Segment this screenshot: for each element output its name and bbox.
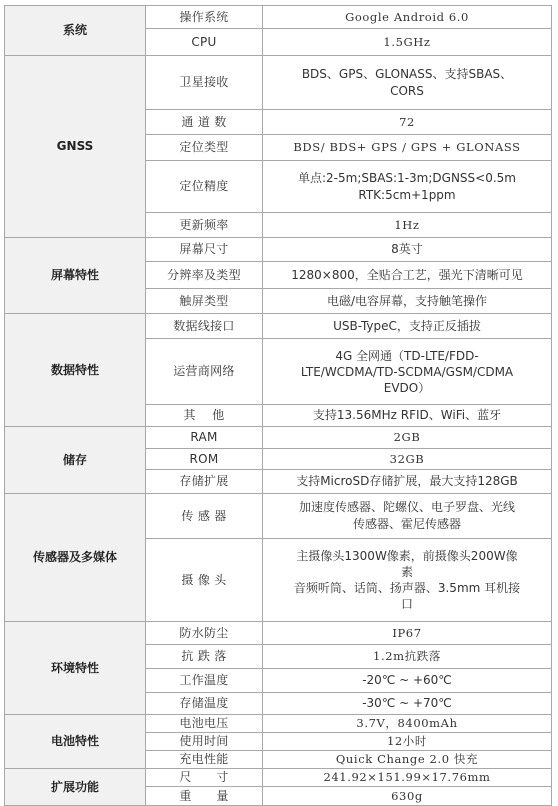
attribute-label: 尺 寸 bbox=[146, 769, 263, 787]
attribute-label: 工作温度 bbox=[146, 669, 263, 693]
attribute-label: 数据线接口 bbox=[146, 314, 263, 339]
attribute-label: 定位类型 bbox=[146, 135, 263, 161]
attribute-label: 卫星接收 bbox=[146, 56, 263, 110]
category-cell: 环境特性 bbox=[5, 622, 146, 715]
spec-table bbox=[4, 5, 552, 806]
value-line: RTK:5cm+1ppm bbox=[358, 187, 456, 202]
attribute-label: 抗 跌 落 bbox=[146, 645, 263, 669]
attribute-value bbox=[263, 494, 552, 539]
attribute-value bbox=[263, 213, 552, 238]
spec-row bbox=[5, 715, 552, 733]
value-line: 素 bbox=[400, 565, 413, 579]
value-line: IP67 bbox=[392, 625, 422, 640]
attribute-value bbox=[263, 161, 552, 213]
value-line: 1.2m抗跌落 bbox=[373, 649, 441, 663]
spec-row bbox=[5, 56, 552, 110]
value-line: -20℃ ~ +60℃ bbox=[362, 673, 452, 687]
attribute-label: 定位精度 bbox=[146, 161, 263, 213]
attribute-label: 重 量 bbox=[146, 787, 263, 806]
value-line: -30℃ ~ +70℃ bbox=[362, 696, 452, 710]
category-cell: 数据特性 bbox=[5, 314, 146, 427]
value-line: Quick Change 2.0 快充 bbox=[335, 752, 479, 766]
value-line: 支持MicroSD存储扩展，最大支持128GB bbox=[296, 474, 518, 488]
attribute-label: 防水防尘 bbox=[146, 622, 263, 645]
spec-row bbox=[5, 427, 552, 449]
attribute-label: 使用时间 bbox=[146, 733, 263, 751]
value-line: USB-TypeC，支持正反插拔 bbox=[333, 318, 481, 333]
attribute-value bbox=[263, 669, 552, 693]
attribute-value bbox=[263, 539, 552, 622]
value-line: BDS、GPS、GLONASS、支持SBAS、 bbox=[301, 66, 513, 81]
attribute-value bbox=[263, 56, 552, 110]
value-line: 主摄像头1300W像素，前摄像头200W像 bbox=[296, 549, 518, 563]
spec-row bbox=[5, 314, 552, 339]
spec-row bbox=[5, 769, 552, 787]
value-line: 口 bbox=[400, 597, 413, 611]
category-cell: 屏幕特性 bbox=[5, 238, 146, 314]
value-line: 电磁/电容屏幕，支持触笔操作 bbox=[326, 293, 488, 308]
category-cell: 储存 bbox=[5, 427, 146, 494]
value-line: 1280×800，全贴合工艺，强光下清晰可见 bbox=[291, 267, 523, 282]
attribute-label: 摄 像 头 bbox=[146, 539, 263, 622]
attribute-value bbox=[263, 314, 552, 339]
attribute-value bbox=[263, 289, 552, 314]
spec-table-body bbox=[5, 6, 552, 806]
value-line: 音频听筒、话筒、扬声器、3.5mm 耳机接 bbox=[293, 581, 521, 595]
value-line: LTE/WCDMA/TD-SCDMA/GSM/CDMA bbox=[300, 364, 514, 379]
attribute-label: 运营商网络 bbox=[146, 339, 263, 405]
category-cell: 系统 bbox=[5, 6, 146, 56]
value-line: 630g bbox=[391, 788, 423, 803]
category-cell: GNSS bbox=[5, 56, 146, 238]
attribute-value bbox=[263, 6, 552, 29]
value-line: 3.7V，8400mAh bbox=[356, 716, 458, 730]
value-line: CORS bbox=[390, 83, 424, 98]
attribute-value bbox=[263, 645, 552, 669]
attribute-value bbox=[263, 733, 552, 751]
value-line: 8英寸 bbox=[391, 242, 423, 256]
value-line: 传感器、霍尼传感器 bbox=[352, 517, 461, 531]
value-line: 单点:2-5m;SBAS:1-3m;DGNSS<0.5m bbox=[297, 170, 516, 185]
value-line: Google Android 6.0 bbox=[345, 9, 469, 24]
attribute-value bbox=[263, 751, 552, 769]
value-line: 加速度传感器、陀螺仪、电子罗盘、光线 bbox=[298, 500, 515, 514]
attribute-label: 电池电压 bbox=[146, 715, 263, 733]
attribute-label: CPU bbox=[146, 29, 263, 56]
attribute-value bbox=[263, 622, 552, 645]
attribute-label: ROM bbox=[146, 449, 263, 470]
value-line: 12小时 bbox=[386, 734, 428, 748]
attribute-label: 通 道 数 bbox=[146, 110, 263, 135]
attribute-value bbox=[263, 135, 552, 161]
attribute-value bbox=[263, 715, 552, 733]
attribute-label: 充电性能 bbox=[146, 751, 263, 769]
spec-row bbox=[5, 238, 552, 262]
value-line: 1.5GHz bbox=[383, 34, 431, 49]
spec-row bbox=[5, 622, 552, 645]
attribute-value bbox=[263, 693, 552, 715]
value-line: 241.92×151.99×17.76mm bbox=[323, 770, 491, 784]
attribute-label: 分辨率及类型 bbox=[146, 262, 263, 289]
attribute-value bbox=[263, 449, 552, 470]
value-line: 4G 全网通（TD-LTE/FDD- bbox=[335, 348, 479, 363]
attribute-value bbox=[263, 29, 552, 56]
value-line: 32GB bbox=[389, 451, 425, 466]
attribute-label: 其 他 bbox=[146, 405, 263, 427]
value-line: BDS/ BDS+ GPS / GPS + GLONASS bbox=[293, 140, 521, 154]
attribute-label: 传 感 器 bbox=[146, 494, 263, 539]
attribute-value bbox=[263, 110, 552, 135]
value-line: 支持13.56MHz RFID、WiFi、蓝牙 bbox=[312, 408, 502, 422]
attribute-value bbox=[263, 262, 552, 289]
attribute-value bbox=[263, 427, 552, 449]
attribute-label: 触屏类型 bbox=[146, 289, 263, 314]
attribute-label: RAM bbox=[146, 427, 263, 449]
spec-row bbox=[5, 6, 552, 29]
attribute-label: 存储扩展 bbox=[146, 470, 263, 494]
value-line: 2GB bbox=[393, 430, 421, 444]
attribute-value bbox=[263, 405, 552, 427]
attribute-value bbox=[263, 787, 552, 806]
attribute-value bbox=[263, 769, 552, 787]
category-cell: 电池特性 bbox=[5, 715, 146, 769]
value-line: EVDO） bbox=[383, 380, 431, 395]
attribute-value bbox=[263, 339, 552, 405]
attribute-label: 存储温度 bbox=[146, 693, 263, 715]
attribute-value bbox=[263, 238, 552, 262]
attribute-label: 操作系统 bbox=[146, 6, 263, 29]
attribute-label: 屏幕尺寸 bbox=[146, 238, 263, 262]
attribute-value bbox=[263, 470, 552, 494]
value-line: 1Hz bbox=[394, 217, 420, 232]
value-line: 72 bbox=[399, 114, 415, 129]
category-cell: 传感器及多媒体 bbox=[5, 494, 146, 622]
category-cell: 扩展功能 bbox=[5, 769, 146, 806]
attribute-label: 更新频率 bbox=[146, 213, 263, 238]
spec-row bbox=[5, 494, 552, 539]
